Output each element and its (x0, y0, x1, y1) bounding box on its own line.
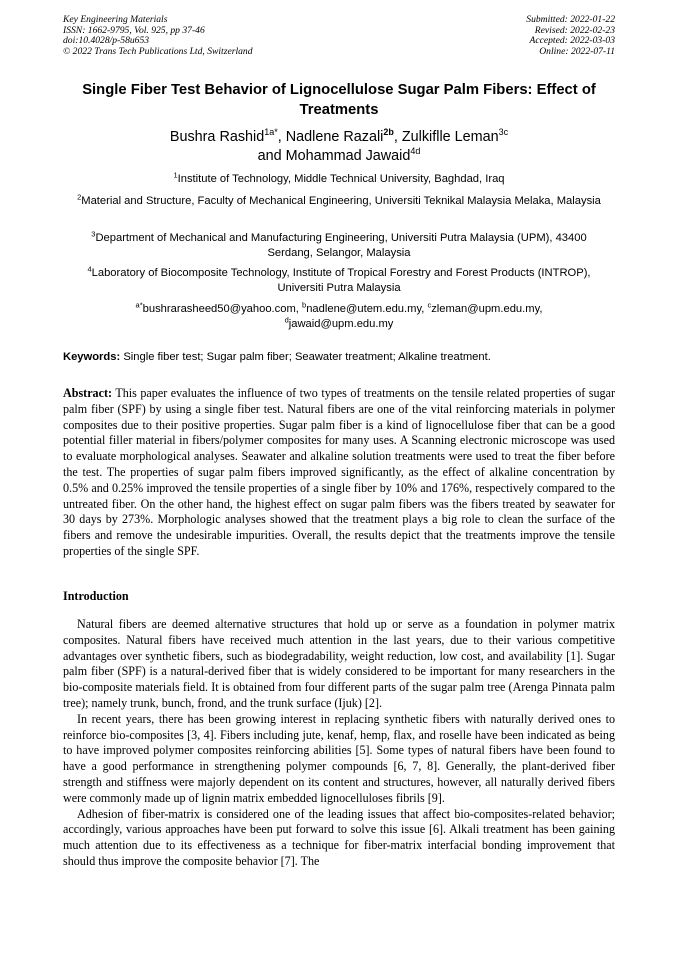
abstract-label: Abstract: (63, 386, 113, 400)
author-name: Nadlene Razali (285, 129, 384, 145)
email-address: bushrarasheed50@yahoo.com, (142, 303, 303, 315)
doi: doi:10.4028/p-58u653 (63, 35, 150, 47)
copyright: © 2022 Trans Tech Publications Ltd, Switzerland (63, 45, 253, 57)
section-heading: Introduction (63, 589, 129, 603)
email-sup: d (284, 315, 289, 325)
email-sup: c (427, 300, 432, 310)
abstract-text: This paper evaluates the influence of two types of treatments on the tensile related properties of sugar palm fiber (SPF) by using a single fiber test. Natural fibers are one of the vital reinforcing materials in polymer composites due to their positive properties. Sugar palm fiber is a kind of lignocellulose fiber that can be a good potential filler material in fibers/polymer composites for many uses. A Scanning electronic microscope was used to evaluate morphological analyses. Seawater and alkaline solution treatments were used to treat the fiber before the test. The properties of sugar palm fibers improved significantly, as the effect of alkaline concentration by 0.5% and 0.25% improved the tensile properties of a single fiber by 10% and 176%, respectively compared to the untreated fiber. On the other hand, the highest effect on sugar palm fibers was the fibers treated by seawater for 30 days by 273%. Morphologic analyses showed that the treatment plays a big role to clean the surface of the fibers and remove the undesirable impurities. Overall, the results depict that the treatments improve the tensile properties of the single SPF. (63, 386, 615, 558)
email-list (63, 302, 615, 332)
affiliation-2 (60, 194, 618, 209)
email-sup: b (302, 300, 307, 310)
author-name: and Mohammad Jawaid (257, 148, 411, 164)
affiliation-sup: 3 (91, 229, 96, 239)
author-name: Zulkiflle Leman (401, 129, 499, 145)
paper-title: Single Fiber Test Behavior of Lignocellulose Sugar Palm Fibers: Effect of Treatments (82, 82, 596, 118)
revised-date: Revised: 2022-02-23 (534, 24, 615, 36)
accepted-date: Accepted: 2022-03-03 (529, 35, 615, 47)
keywords (63, 350, 615, 365)
author-sup: 2b (383, 127, 394, 138)
email-line-2 (63, 317, 615, 332)
author-sup: 3c (498, 127, 509, 138)
keywords-text: Single fiber test; Sugar palm fiber; Seawater treatment; Alkaline treatment. (123, 351, 491, 363)
author-list (63, 128, 615, 166)
email-address: nadlene@utem.edu.my, (306, 303, 428, 315)
journal-name: Key Engineering Materials (63, 14, 168, 25)
affiliation-text: Material and Structure, Faculty of Mechanical Engineering, Universiti Teknikal Malaysia Melaka, Malaysia (81, 195, 601, 207)
keywords-label: Keywords: (63, 351, 121, 363)
affiliation-text: Institute of Technology, Middle Technical University, Baghdad, Iraq (177, 173, 505, 185)
affiliation-text: Laboratory of Biocomposite Technology, Institute of Tropical Forestry and Forest Products (INTROP), Universiti Putra Malaysia (91, 267, 591, 294)
introduction-body (63, 617, 615, 870)
email-address: jawaid@upm.edu.my (288, 318, 394, 330)
publication-dates (526, 15, 615, 57)
author-sep: , (393, 129, 402, 145)
email-address: zleman@upm.edu.my, (431, 303, 543, 315)
author-sup: 1a* (264, 127, 278, 138)
abstract (63, 386, 615, 560)
affiliation-4 (80, 266, 598, 296)
paragraph: Adhesion of fiber-matrix is considered one of the leading issues that affect bio-composites-related behavior; accordingly, various approaches have been put forward to solve this issue [6]. Alkali treatment has been gaining much attention due to its effectiveness as a technique for fiber-matrix interfacial bonding improvement that should thus improve the composite behavior [7]. The (63, 806, 615, 868)
paragraph: In recent years, there has been growing interest in replacing synthetic fibers with naturally derived ones to reinforce bio-composites [3, 4]. Fibers including jute, kenaf, hemp, flax, and roselle have been indicated as being to have improved polymer composites reinforcing abilities [5]. Some types of natural fibers have been found to have a good performance in strengthening polymer compounds [6, 7, 8]. Generally, the plant-derived fiber strength and stiffness were majorly dependent on its content and structures, however, all naturally derived fibers were commonly made up of lignin matrix embedded lignocelluloses fibrils [9]. (63, 711, 615, 805)
author-sup: 4d (410, 146, 421, 157)
affiliation-sup: 2 (77, 192, 82, 202)
submitted-date: Submitted: 2022-01-22 (526, 14, 615, 25)
author-name: Bushra Rashid (169, 129, 265, 145)
affiliation-sup: 4 (87, 264, 92, 274)
online-date: Online: 2022-07-11 (539, 45, 615, 57)
author-line-1 (63, 128, 615, 147)
paragraph: Natural fibers are deemed alternative structures that hold up or serve as a foundation in polymer matrix composites. Natural fibers have received much attention in the last years, due to their various competitive advantages over synthetic fibers, such as biodegradability, weight reduction, low cost, and availability [1]. Sugar palm fiber (SPF) is a natural-derived fiber that is widely considered to be important for many researchers in the bio-composite materials field. It is obtained from four different parts of the sugar palm tree (Arenga Pinnata palm tree); namely trunk, bunch, frond, and the trunk surface (Ijuk) [2]. (63, 617, 615, 710)
email-sup: a* (135, 300, 143, 310)
affiliation-1 (63, 172, 615, 187)
affiliation-text: Department of Mechanical and Manufacturing Engineering, Universiti Putra Malaysia (UPM), 43400 Serdang, Selangor, Malaysia (95, 232, 587, 259)
author-line-2 (63, 147, 615, 166)
journal-info (63, 15, 253, 57)
affiliation-sup: 1 (173, 170, 178, 180)
email-line-1 (63, 302, 615, 317)
author-sep: , (277, 129, 286, 145)
affiliation-3 (78, 231, 600, 261)
issn: ISSN: 1662-9795, Vol. 925, pp 37-46 (63, 24, 205, 36)
